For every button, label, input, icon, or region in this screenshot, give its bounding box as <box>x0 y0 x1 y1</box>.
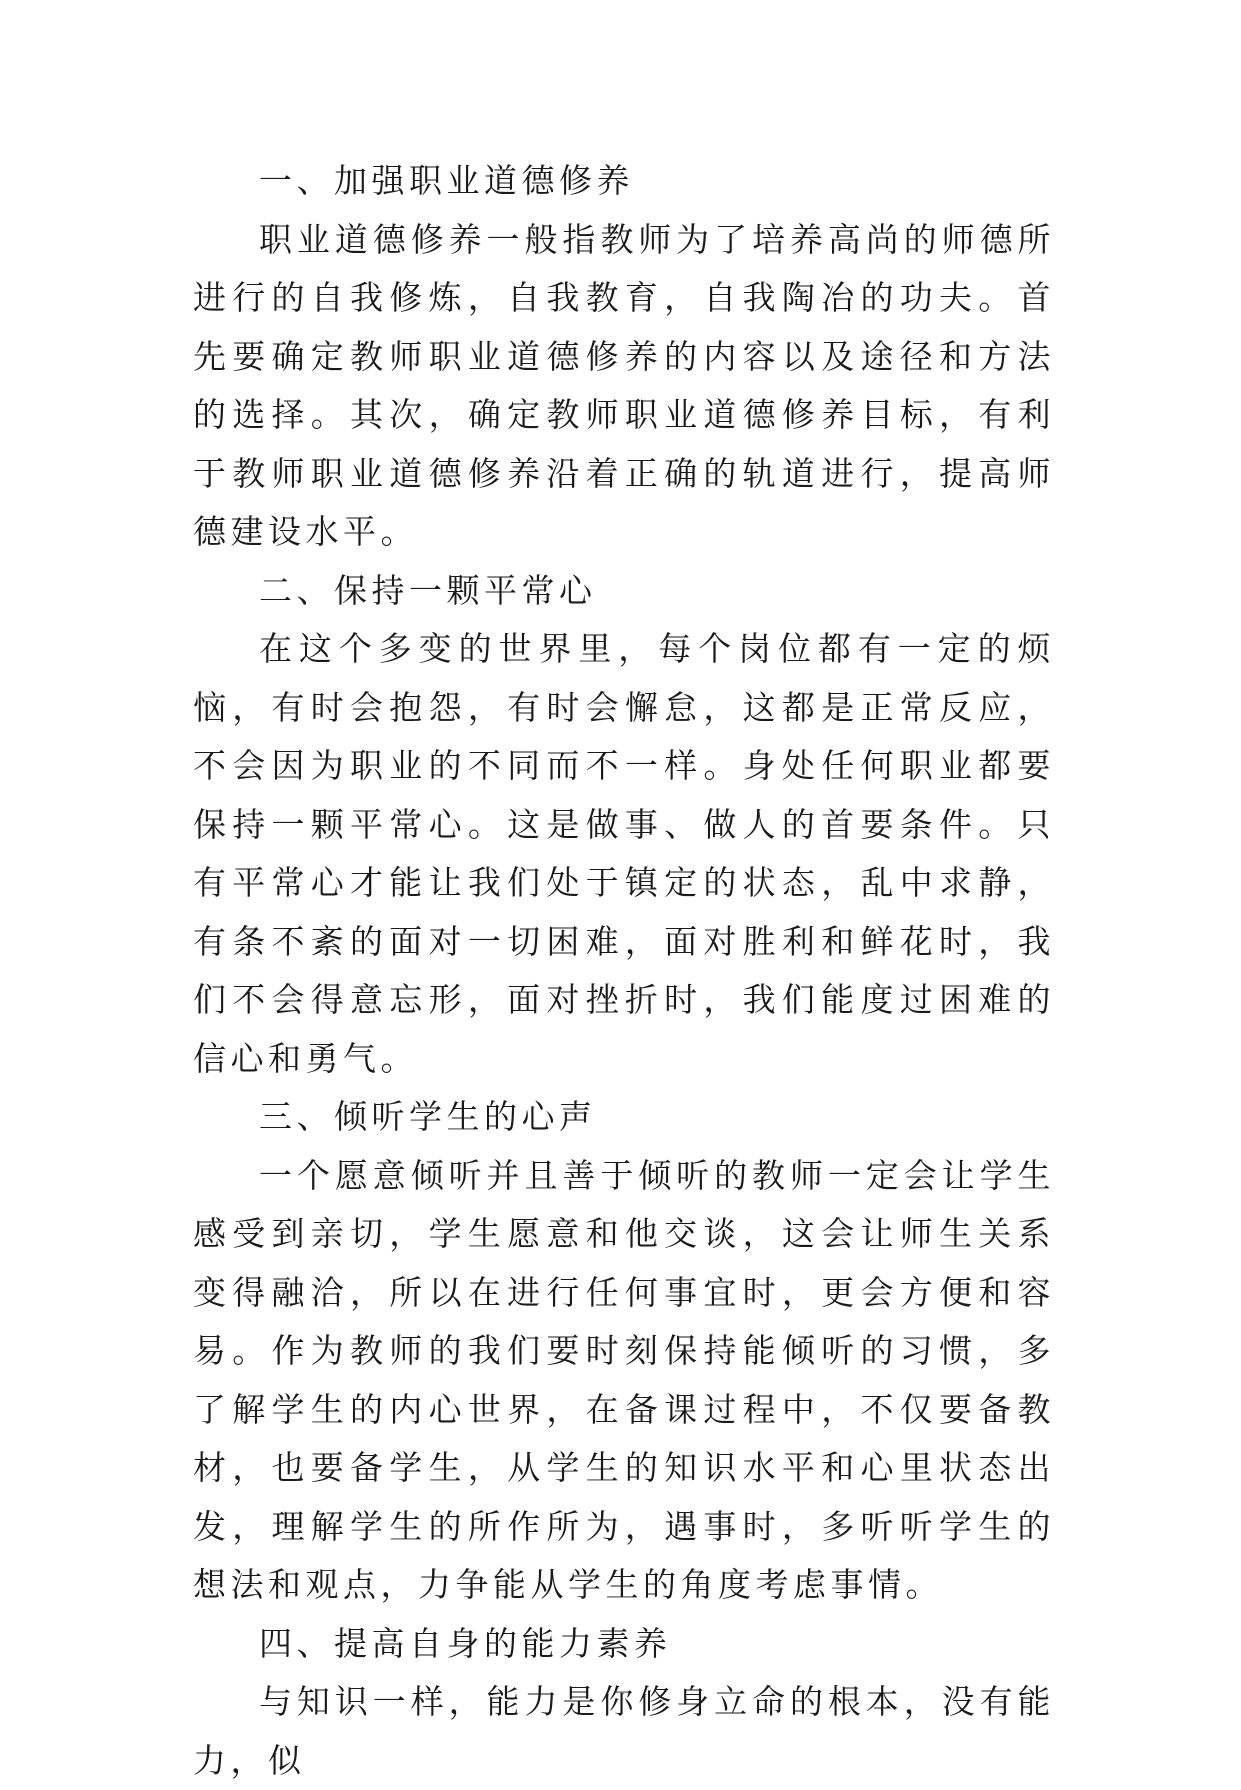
section-heading-1: 一、加强职业道德修养 <box>259 161 634 200</box>
section-paragraph-1: 职业道德修养一般指教师为了培养高尚的师德所进行的自我修炼，自我教育，自我陶冶的功夫。首先要确定教师职业道德修养的内容以及途径和方法的选择。其次，确定教师职业道德修养目标，有利于教师职业道德修养沿着正确的轨道进行，提高师德建设水平。 <box>193 219 1055 551</box>
section-paragraph-2: 在这个多变的世界里，每个岗位都有一定的烦恼，有时会抱怨，有时会懈怠，这都是正常反应，不会因为职业的不同而不一样。身处任何职业都要保持一颗平常心。这是做事、做人的首要条件。只有平常心才能让我们处于镇定的状态，乱中求静，有条不紊的面对一切困难，面对胜利和鲜花时，我们不会得意忘形，面对挫折时，我们能度过困难的信心和勇气。 <box>193 629 1055 1078</box>
section-heading-2: 二、保持一颗平常心 <box>259 570 597 610</box>
document-page <box>193 152 1055 1790</box>
section-heading-4: 四、提高自身的能力素养 <box>259 1623 672 1663</box>
section-paragraph-3: 一个愿意倾听并且善于倾听的教师一定会让学生感受到亲切，学生愿意和他交谈，这会让师生关系变得融洽，所以在进行任何事宜时，更会方便和容易。作为教师的我们要时刻保持能倾听的习惯，多了解学生的内心世界，在备课过程中，不仅要备教材，也要备学生，从学生的知识水平和心里状态出发，理解学生的所作所为，遇事时，多听听学生的想法和观点，力争能从学生的角度考虑事情。 <box>193 1155 1055 1604</box>
section-paragraph-4: 与知识一样，能力是你修身立命的根本，没有能力，似 <box>193 1682 1055 1780</box>
section-heading-3: 三、倾听学生的心声 <box>259 1097 597 1136</box>
